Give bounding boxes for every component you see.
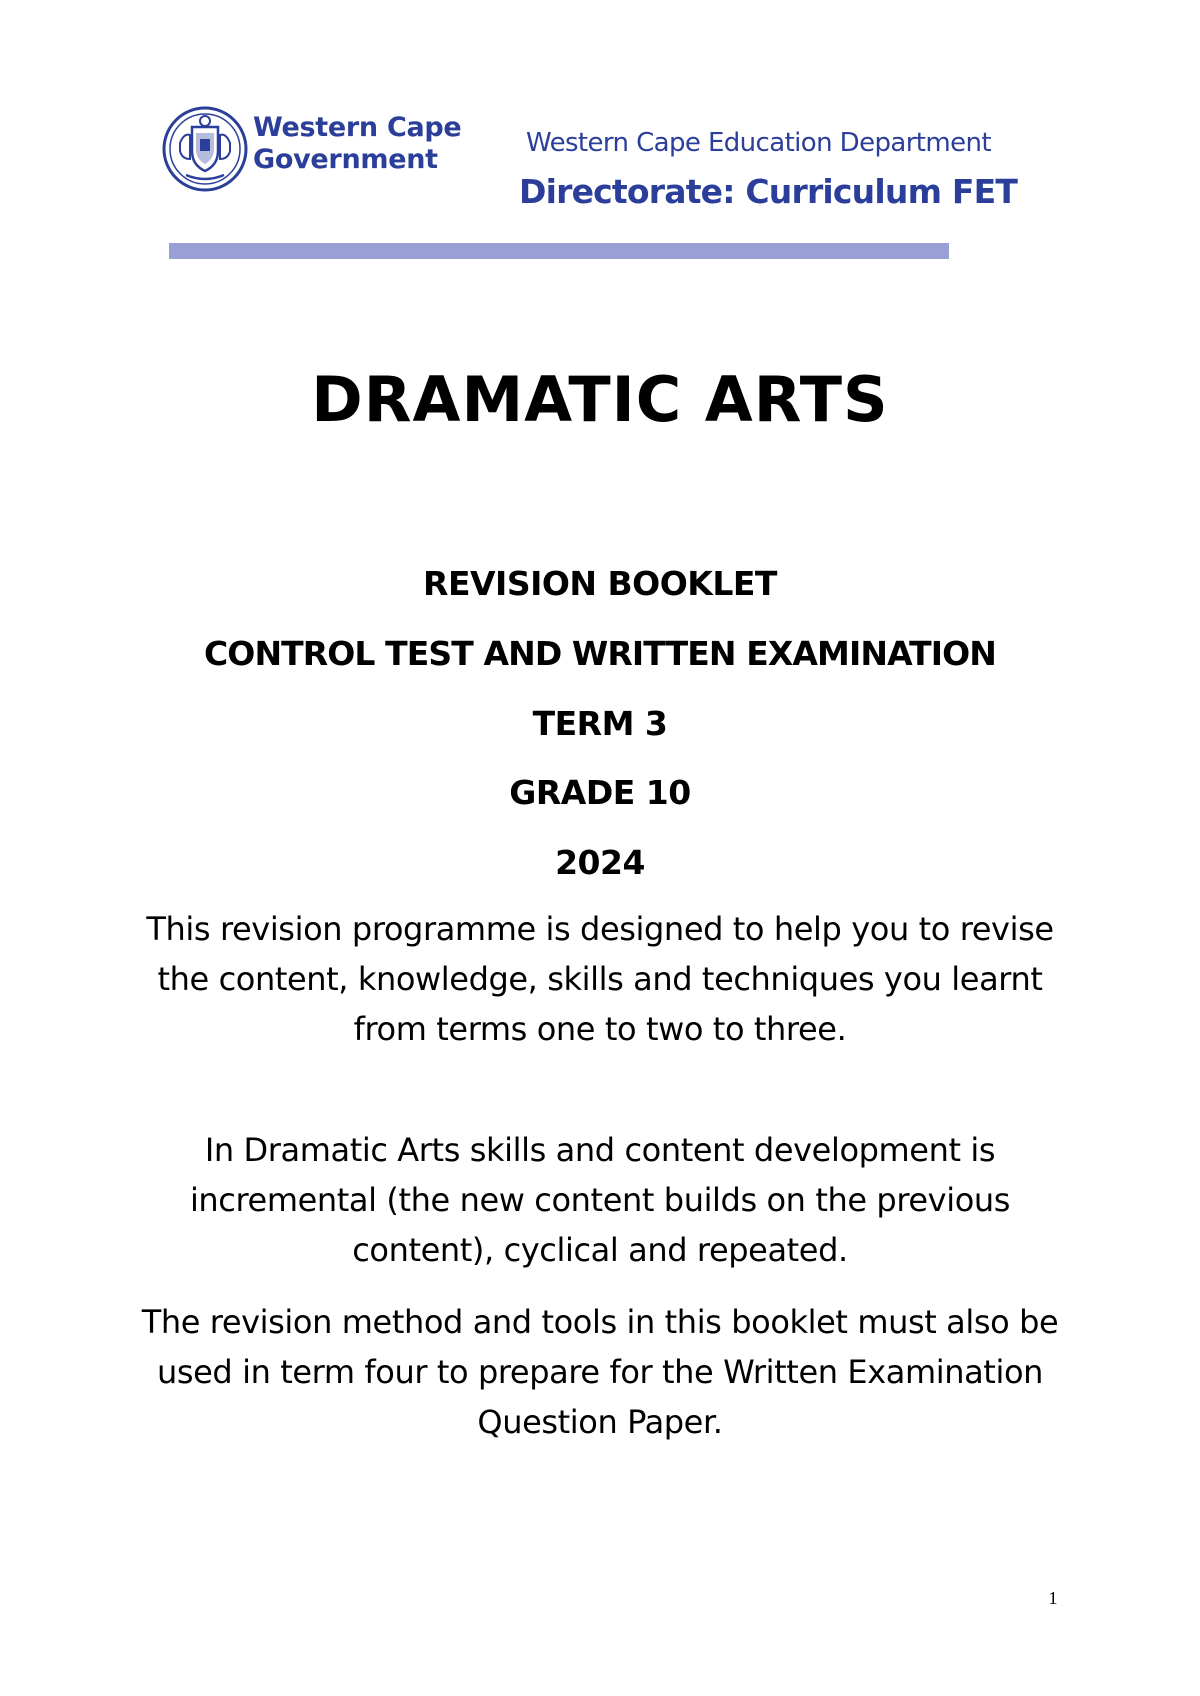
subtitle-term: TERM 3: [532, 704, 668, 743]
directorate-name: Directorate: Curriculum FET: [519, 172, 1018, 211]
subtitle-year: 2024: [555, 843, 645, 882]
subtitle-booklet: REVISION BOOKLET: [423, 564, 777, 603]
development-paragraph: In Dramatic Arts skills and content development is incremental (the new content builds on the previous content), cyclical and repeated.: [189, 1131, 1011, 1269]
page-title: DRAMATIC ARTS: [311, 363, 889, 436]
intro-paragraph: This revision programme is designed to help you to revise the content, knowledge, skills and techniques you learnt from terms one to two to three.: [146, 910, 1054, 1048]
department-name: Western Cape Education Department: [526, 128, 991, 158]
logo-line-1: Western Cape: [253, 112, 462, 143]
logo-line-2: Government: [253, 144, 438, 175]
revision-method-paragraph: The revision method and tools in this booklet must also be used in term four to prepare for the Written Examination Question Paper.: [141, 1303, 1059, 1441]
subtitle-grade: GRADE 10: [509, 773, 691, 812]
government-logo-text: [253, 112, 461, 176]
page-number: 1: [1048, 1588, 1058, 1608]
coat-of-arms-icon: [160, 103, 250, 193]
subtitle-exam: CONTROL TEST AND WRITTEN EXAMINATION: [203, 634, 997, 673]
header-divider-bar: [169, 243, 949, 259]
